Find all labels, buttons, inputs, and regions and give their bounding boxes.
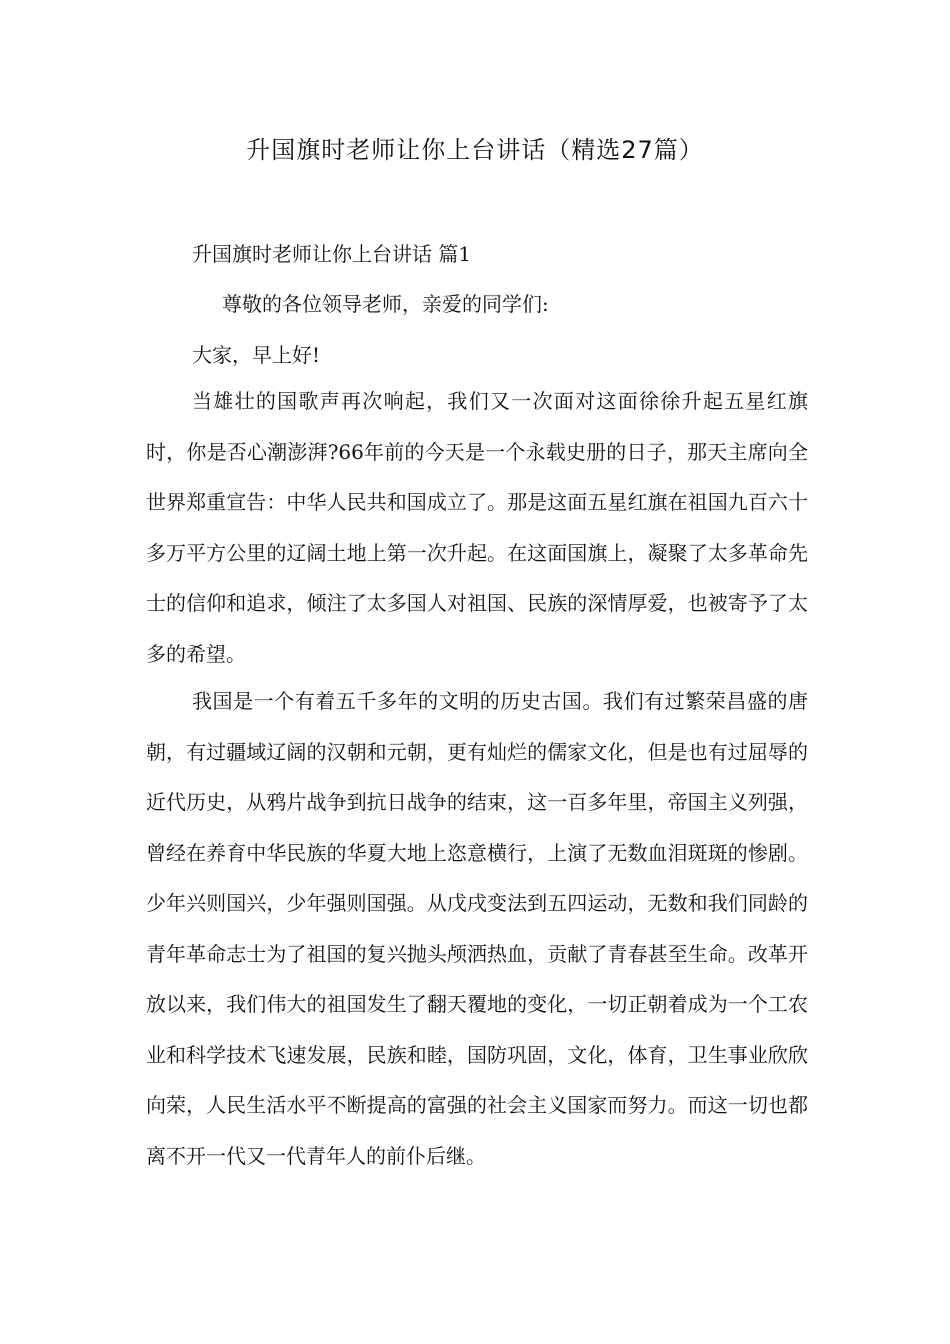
body-paragraph: 我国是一个有着五千多年的文明的历史古国。我们有过繁荣昌盛的唐朝，有过疆域辽阔的汉朝和元朝，更有灿烂的儒家文化，但是也有过屈辱的近代历史，从鸦片战争到抗日战争的结束，这一百多年里，帝国主义列强，曾经在养育中华民族的华夏大地上恣意横行，上演了无数血泪斑斑的惨剧。少年兴则国兴，少年强则国强。从戊戌变法到五四运动，无数和我们同龄的青年革命志士为了祖国的复兴抛头颅洒热血，贡献了青春甚至生命。改革开放以来，我们伟大的祖国发生了翻天覆地的变化，一切正朝着成为一个工农业和科学技术飞速发展，民族和睦，国防巩固，文化，体育，卫生事业欣欣向荣，人民生活水平不断提高的富强的社会主义国家而努力。而这一切也都离不开一代又一代青年人的前仆后继。 xyxy=(146,689,808,1168)
salutation: 尊敬的各位领导老师，亲爱的同学们: xyxy=(222,292,549,316)
section-heading: 升国旗时老师让你上台讲话 篇1 xyxy=(192,242,472,266)
body-paragraph: 当雄壮的国歌声再次响起，我们又一次面对这面徐徐升起五星红旗时，你是否心潮澎湃?66年前的今天是一个永载史册的日子，那天主席向全世界郑重宣告：中华人民共和国成立了。那是这面五星红旗在祖国九百六十多万平方公里的辽阔土地上第一次升起。在这面国旗上，凝聚了太多革命先士的信仰和追求，倾注了太多国人对祖国、民族的深情厚爱，也被寄予了太多的希望。 xyxy=(146,389,808,666)
greeting: 大家，早上好! xyxy=(192,343,321,367)
document-title: 升国旗时老师让你上台讲话（精选27篇） xyxy=(246,136,704,164)
